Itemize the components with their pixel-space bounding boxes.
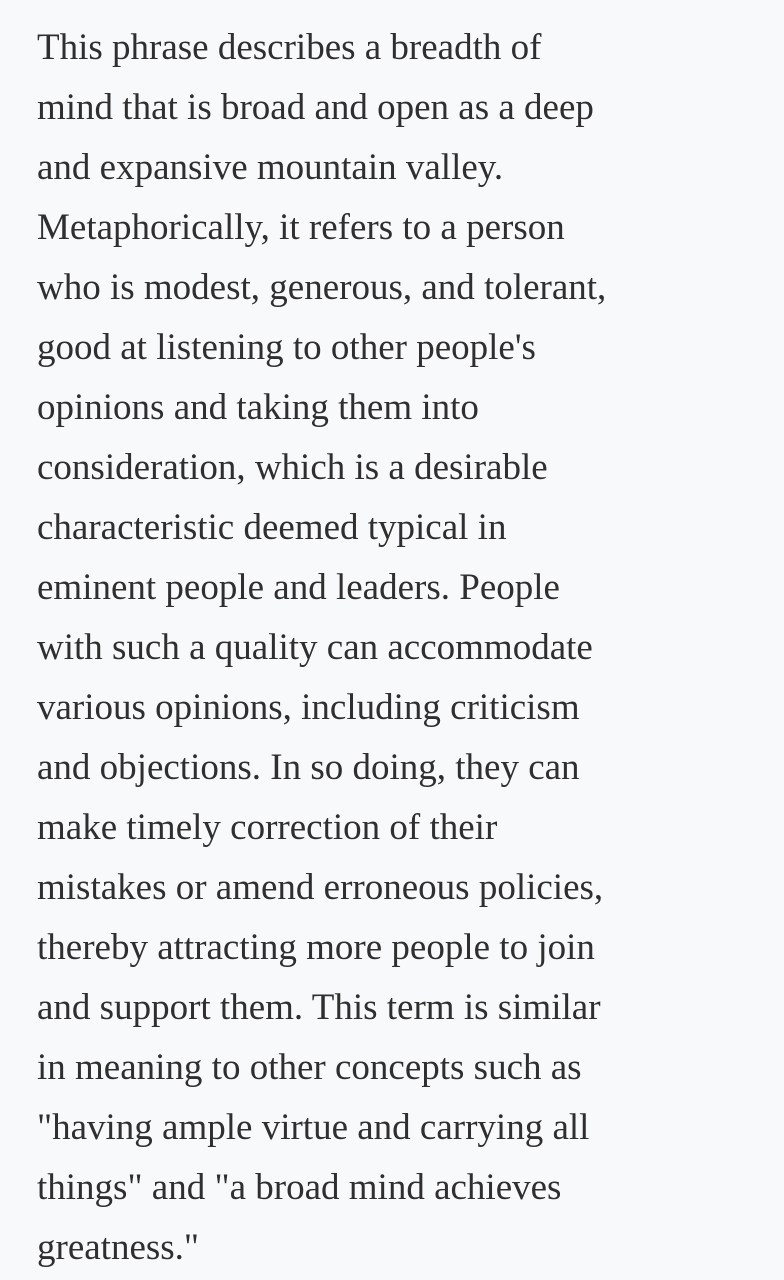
- paragraph-line-20: things" and "a broad mind achieves: [37, 1167, 562, 1208]
- paragraph-line-10: eminent people and leaders. People: [37, 567, 560, 608]
- paragraph-line-17: and support them. This term is similar: [37, 987, 601, 1028]
- paragraph-line-15: mistakes or amend erroneous policies,: [37, 867, 604, 908]
- paragraph-line-11: with such a quality can accommodate: [37, 627, 593, 668]
- paragraph-line-19: "having ample virtue and carrying all: [37, 1107, 590, 1148]
- paragraph-line-7: opinions and taking them into: [37, 387, 479, 428]
- paragraph-line-6: good at listening to other people's: [37, 327, 536, 368]
- paragraph-line-16: thereby attracting more people to join: [37, 927, 595, 968]
- paragraph-line-9: characteristic deemed typical in: [37, 507, 507, 548]
- paragraph-line-18: in meaning to other concepts such as: [37, 1047, 582, 1088]
- paragraph-line-2: mind that is broad and open as a deep: [37, 87, 594, 128]
- paragraph-line-13: and objections. In so doing, they can: [37, 747, 580, 788]
- paragraph-line-8: consideration, which is a desirable: [37, 447, 548, 488]
- paragraph-line-21: greatness.": [37, 1227, 200, 1268]
- paragraph-line-4: Metaphorically, it refers to a person: [37, 207, 565, 248]
- paragraph-line-3: and expansive mountain valley.: [37, 147, 504, 188]
- paragraph-line-1: This phrase describes a breadth of: [37, 27, 542, 68]
- article-paragraph: [37, 18, 606, 1278]
- paragraph-line-14: make timely correction of their: [37, 807, 498, 848]
- paragraph-line-12: various opinions, including criticism: [37, 687, 580, 728]
- paragraph-line-5: who is modest, generous, and tolerant,: [37, 267, 607, 308]
